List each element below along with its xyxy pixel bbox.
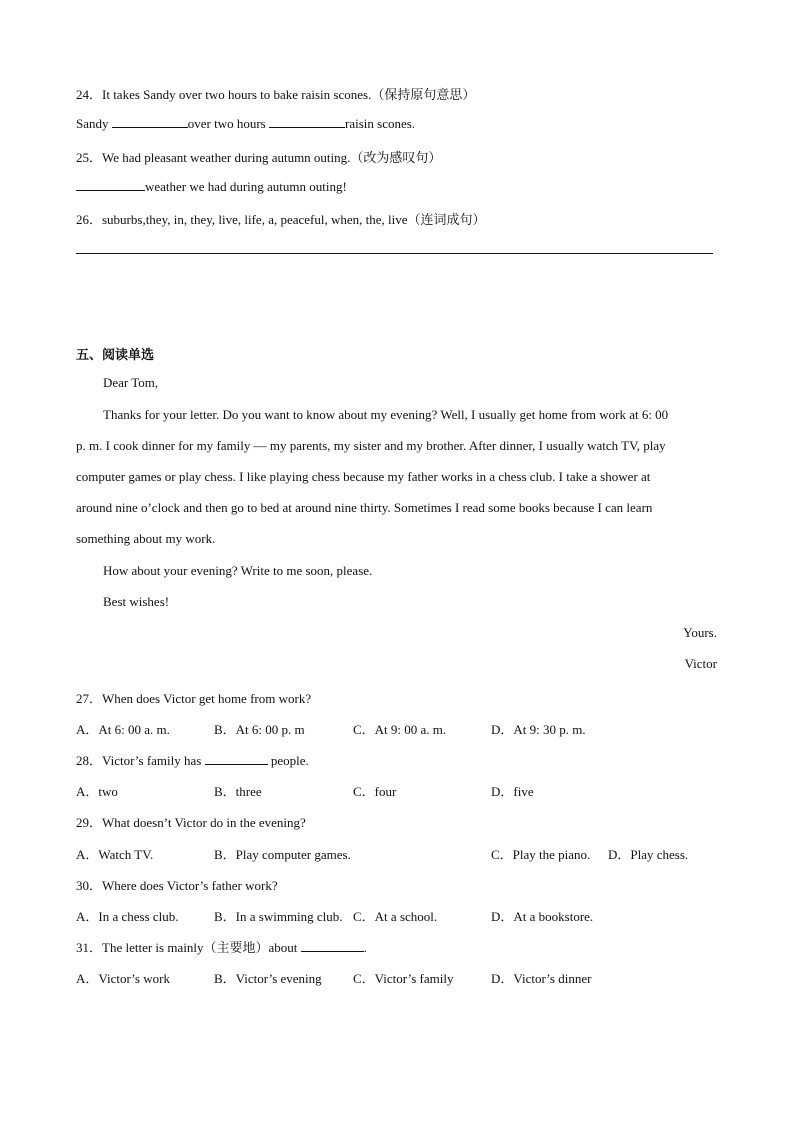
question-28-stem — [76, 750, 309, 769]
q24-blank-2[interactable] — [269, 115, 345, 128]
q29-option-a[interactable]: A．Watch TV. — [76, 847, 154, 862]
letter-paragraph-1-line-2: p. m. I cook dinner for my family — my parents, my sister and my brother. After dinner, I usually watch TV, play — [76, 438, 666, 453]
q30-option-d[interactable]: D．At a bookstore. — [491, 909, 594, 924]
question-24-answer-line — [76, 115, 415, 132]
q28-stem-start: 28．Victor’s family has — [76, 753, 202, 768]
question-26-prompt: 26．suburbs,they, in, they, live, life, a, peaceful, when, the, live（连词成句） — [76, 212, 486, 227]
q29-option-c[interactable]: C．Play the piano. — [491, 847, 591, 862]
question-29-stem: 29．What doesn’t Victor do in the evening? — [76, 815, 306, 830]
q31-option-c[interactable]: C．Victor’s family — [353, 971, 454, 986]
q30-option-c[interactable]: C．At a school. — [353, 909, 438, 924]
letter-paragraph-1-line-4: around nine o’clock and then go to bed at around nine thirty. Sometimes I read some books because I can learn — [76, 500, 653, 515]
question-30-stem: 30．Where does Victor’s father work? — [76, 878, 278, 893]
question-25-answer-line — [76, 178, 347, 195]
q31-option-a[interactable]: A．Victor’s work — [76, 971, 170, 986]
q28-option-b[interactable]: B．three — [214, 784, 262, 799]
section-title: 五、阅读单选 — [76, 348, 155, 363]
q28-option-d[interactable]: D．five — [491, 784, 534, 799]
question-31-stem — [76, 937, 367, 956]
q29-option-b[interactable]: B．Play computer games. — [214, 847, 351, 862]
letter-paragraph-2: How about your evening? Write to me soon, please. — [103, 563, 373, 578]
q25-answer-text: weather we had during autumn outing! — [145, 179, 347, 194]
q24-answer-end: raisin scones. — [345, 116, 416, 131]
q31-option-b[interactable]: B．Victor’s evening — [214, 971, 322, 986]
q24-blank-1[interactable] — [112, 115, 188, 128]
q30-option-b[interactable]: B．In a swimming club. — [214, 909, 343, 924]
q24-answer-middle: over two hours — [187, 116, 266, 131]
q27-option-d[interactable]: D．At 9: 30 p. m. — [491, 722, 586, 737]
question-25-prompt: 25．We had pleasant weather during autumn outing.（改为感叹句） — [76, 150, 442, 165]
question-24-prompt: 24．It takes Sandy over two hours to bake raisin scones.（保持原句意思） — [76, 87, 476, 102]
letter-paragraph-1-line-1: Thanks for your letter. Do you want to know about my evening? Well, I usually get home from work at 6: 00 — [103, 407, 669, 422]
q27-option-c[interactable]: C．At 9: 00 a. m. — [353, 722, 447, 737]
q28-stem-end: people. — [270, 753, 309, 768]
q25-blank[interactable] — [76, 178, 145, 191]
letter-greeting: Dear Tom, — [103, 375, 159, 390]
q24-answer-word-sandy: Sandy — [76, 116, 109, 131]
q30-option-a[interactable]: A．In a chess club. — [76, 909, 179, 924]
letter-paragraph-3: Best wishes! — [103, 594, 170, 609]
q28-option-c[interactable]: C．four — [353, 784, 397, 799]
q26-answer-blank-line[interactable] — [76, 253, 713, 254]
q31-option-d[interactable]: D．Victor’s dinner — [491, 971, 592, 986]
letter-paragraph-1-line-5: something about my work. — [76, 531, 216, 546]
q28-option-a[interactable]: A．two — [76, 784, 118, 799]
question-27-stem: 27．When does Victor get home from work? — [76, 691, 312, 706]
q31-stem-end: . — [363, 940, 367, 955]
q27-option-a[interactable]: A．At 6: 00 a. m. — [76, 722, 170, 737]
q31-blank[interactable] — [301, 939, 364, 952]
q27-option-b[interactable]: B．At 6: 00 p. m — [214, 722, 305, 737]
letter-paragraph-1-line-3: computer games or play chess. I like playing chess because my father works in a chess club. I take a shower at — [76, 469, 651, 484]
q28-blank[interactable] — [205, 752, 268, 765]
q31-stem-start: 31．The letter is mainly（主要地）about — [76, 940, 298, 955]
letter-signature: Victor — [684, 656, 717, 671]
q29-option-d[interactable]: D．Play chess. — [608, 847, 689, 862]
letter-closing: Yours. — [683, 625, 717, 640]
